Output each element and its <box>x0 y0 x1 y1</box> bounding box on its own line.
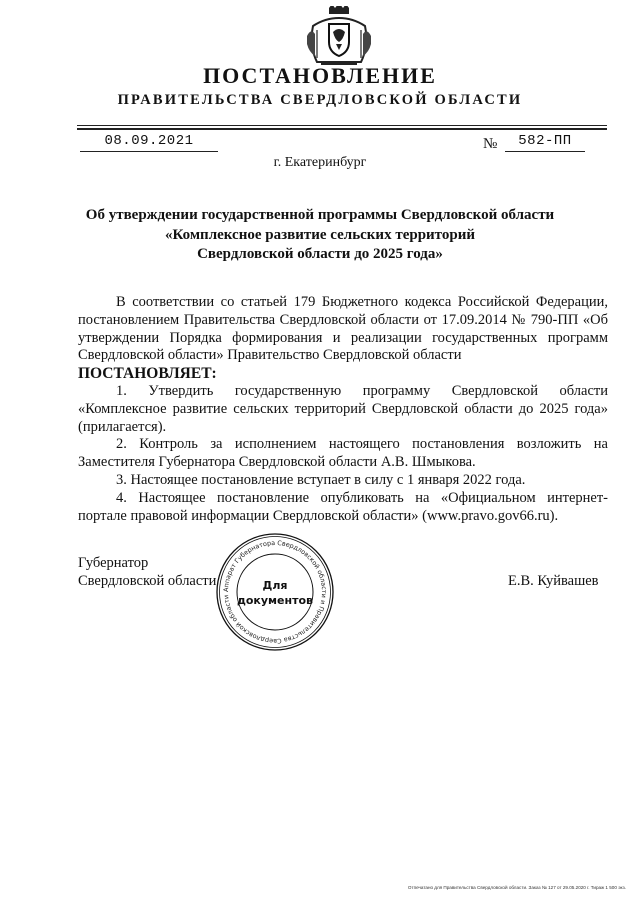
coat-of-arms-icon <box>303 6 375 68</box>
print-footer-note: Отпечатано для Правительства Свердловской области. Заказ № 127 от 29.05.2020 г. Тираж 1 500 экз. <box>407 885 626 890</box>
decree-item-1: 1. Утвердить государственную программу Свердловской области «Комплексное развитие сельских территорий Свердловской области до 2025 года» (прилагается). <box>78 382 608 435</box>
document-number: 582-ПП <box>505 133 585 152</box>
seal-ring-text-path: Аппарат Губернатора Свердловской области и Правительства Свердловской области <box>221 538 329 646</box>
signer-title <box>78 555 216 591</box>
subject-line-3: Свердловской области до 2025 года» <box>197 246 443 262</box>
signer-title-line-1: Губернатор <box>78 555 149 571</box>
issuing-authority: ПРАВИТЕЛЬСТВА СВЕРДЛОВСКОЙ ОБЛАСТИ <box>117 92 523 108</box>
decree-item-4: 4. Настоящее постановление опубликовать на «Официальном интернет-портале правовой информации Свердловской области» (www.pravo.gov66.ru). <box>78 489 608 524</box>
document-body <box>78 294 608 525</box>
document-subject <box>0 206 640 265</box>
decree-item-2: 2. Контроль за исполнением настоящего постановления возложить на Заместителя Губернатора Свердловской области А.В. Шмыкова. <box>78 436 608 471</box>
signer-name: Е.В. Куйвашев <box>508 573 599 589</box>
decree-item-3: 3. Настоящее постановление вступает в силу с 1 января 2022 года. <box>116 471 526 488</box>
signer-title-line-2: Свердловской области <box>78 572 217 589</box>
subject-line-1: Об утверждении государственной программы Свердловской области <box>85 207 555 223</box>
seal-center-line-1: Для <box>262 579 288 592</box>
subject-line-2: «Комплексное развитие сельских территорий <box>165 226 475 243</box>
header-divider-thick <box>77 128 607 130</box>
preamble-paragraph: В соответствии со статьей 179 Бюджетного кодекса Российской Федерации, постановлением Правительства Свердловской области от 17.09.2014 № 790-ПП «Об утверждении Порядка формирования и реализации государственных программ Свердловской области» Правительство Свердловской области <box>78 294 608 364</box>
official-seal-stamp <box>214 531 336 653</box>
header-divider-thin <box>77 125 607 126</box>
number-sign: № <box>483 136 498 152</box>
document-date: 08.09.2021 <box>80 133 218 152</box>
issue-city: г. Екатеринбург <box>273 155 367 170</box>
seal-center-line-2: документов <box>236 594 314 607</box>
decree-word: ПОСТАНОВЛЯЕТ: <box>78 365 217 383</box>
document-type-title: ПОСТАНОВЛЕНИЕ <box>203 63 437 88</box>
